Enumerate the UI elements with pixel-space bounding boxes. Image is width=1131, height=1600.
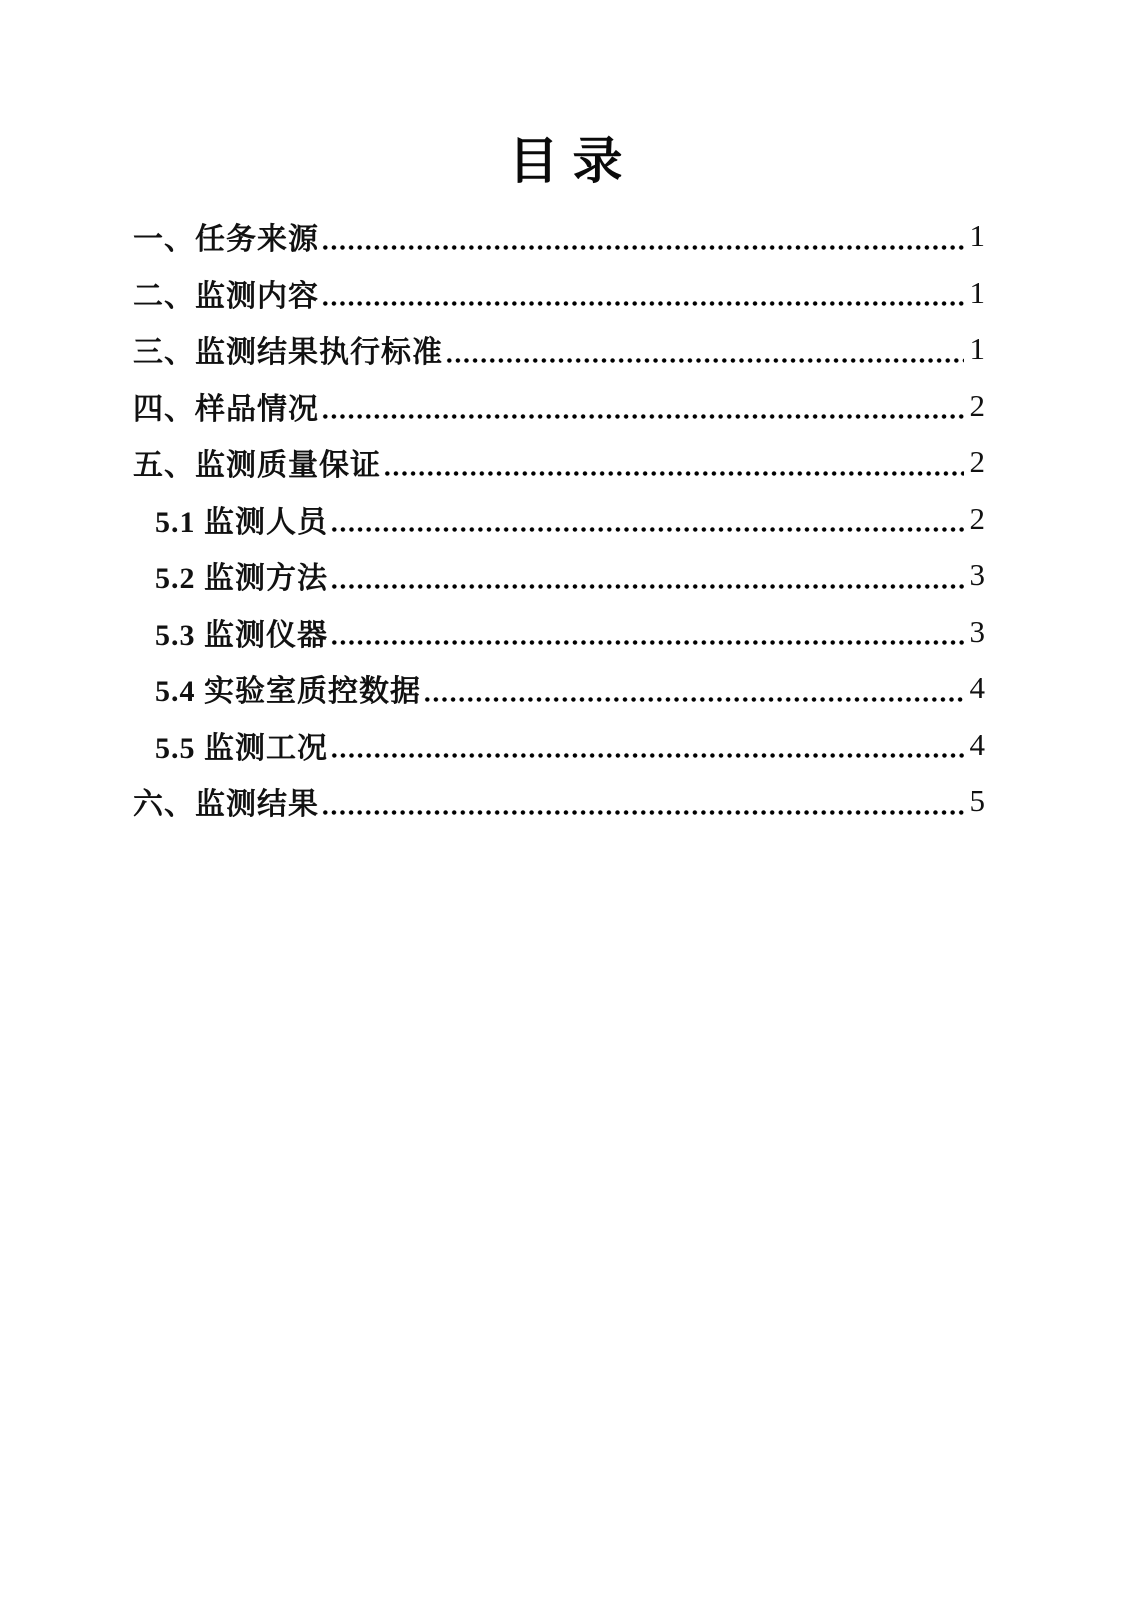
toc-entry-page-number: 2 [969, 500, 985, 536]
dotted-leader [330, 640, 964, 645]
toc-entry[interactable] [133, 208, 985, 265]
toc-entry-label: 5.2 监测方法 [155, 562, 328, 596]
toc-entry-label: 5.1 监测人员 [155, 505, 328, 539]
toc-entry-page-number: 3 [969, 557, 985, 593]
dotted-leader [321, 245, 964, 250]
toc-entry-label: 5.5 监测工况 [155, 731, 328, 765]
toc-entry-label: 六、监测结果 [133, 788, 319, 822]
toc-entry[interactable] [133, 491, 985, 548]
toc-entry-page-number: 5 [969, 783, 985, 819]
toc-entry[interactable] [133, 660, 985, 717]
dotted-leader [330, 584, 964, 589]
toc-entry[interactable] [133, 604, 985, 661]
toc-entry-page-number: 1 [969, 274, 985, 310]
toc-entry-label: 二、监测内容 [133, 279, 319, 313]
toc-entry-label: 5.4 实验室质控数据 [155, 675, 421, 709]
toc-entry-label: 四、样品情况 [133, 392, 319, 426]
table-of-contents [133, 208, 985, 830]
toc-entry[interactable] [133, 265, 985, 322]
dotted-leader [423, 697, 964, 702]
dotted-leader [321, 301, 964, 306]
page-title: 目录 [508, 133, 637, 189]
toc-entry[interactable] [133, 378, 985, 435]
dotted-leader [330, 527, 964, 532]
toc-entry[interactable] [133, 547, 985, 604]
toc-entry-page-number: 2 [969, 387, 985, 423]
toc-entry[interactable] [133, 434, 985, 491]
dotted-leader [445, 358, 964, 363]
toc-entry-page-number: 1 [969, 218, 985, 254]
toc-entry-label: 一、任务来源 [133, 223, 319, 257]
toc-entry-label: 五、监测质量保证 [133, 449, 381, 483]
dotted-leader [383, 471, 964, 476]
dotted-leader [330, 753, 964, 758]
dotted-leader [321, 810, 964, 815]
toc-entry[interactable] [133, 773, 985, 830]
toc-entry-page-number: 2 [969, 444, 985, 480]
toc-entry-label: 5.3 监测仪器 [155, 618, 328, 652]
toc-entry-page-number: 4 [969, 726, 985, 762]
toc-entry-page-number: 4 [969, 670, 985, 706]
toc-entry-page-number: 1 [969, 331, 985, 367]
toc-entry[interactable] [133, 321, 985, 378]
dotted-leader [321, 414, 964, 419]
toc-entry-label: 三、监测结果执行标准 [133, 336, 443, 370]
toc-entry[interactable] [133, 717, 985, 774]
toc-entry-page-number: 3 [969, 613, 985, 649]
